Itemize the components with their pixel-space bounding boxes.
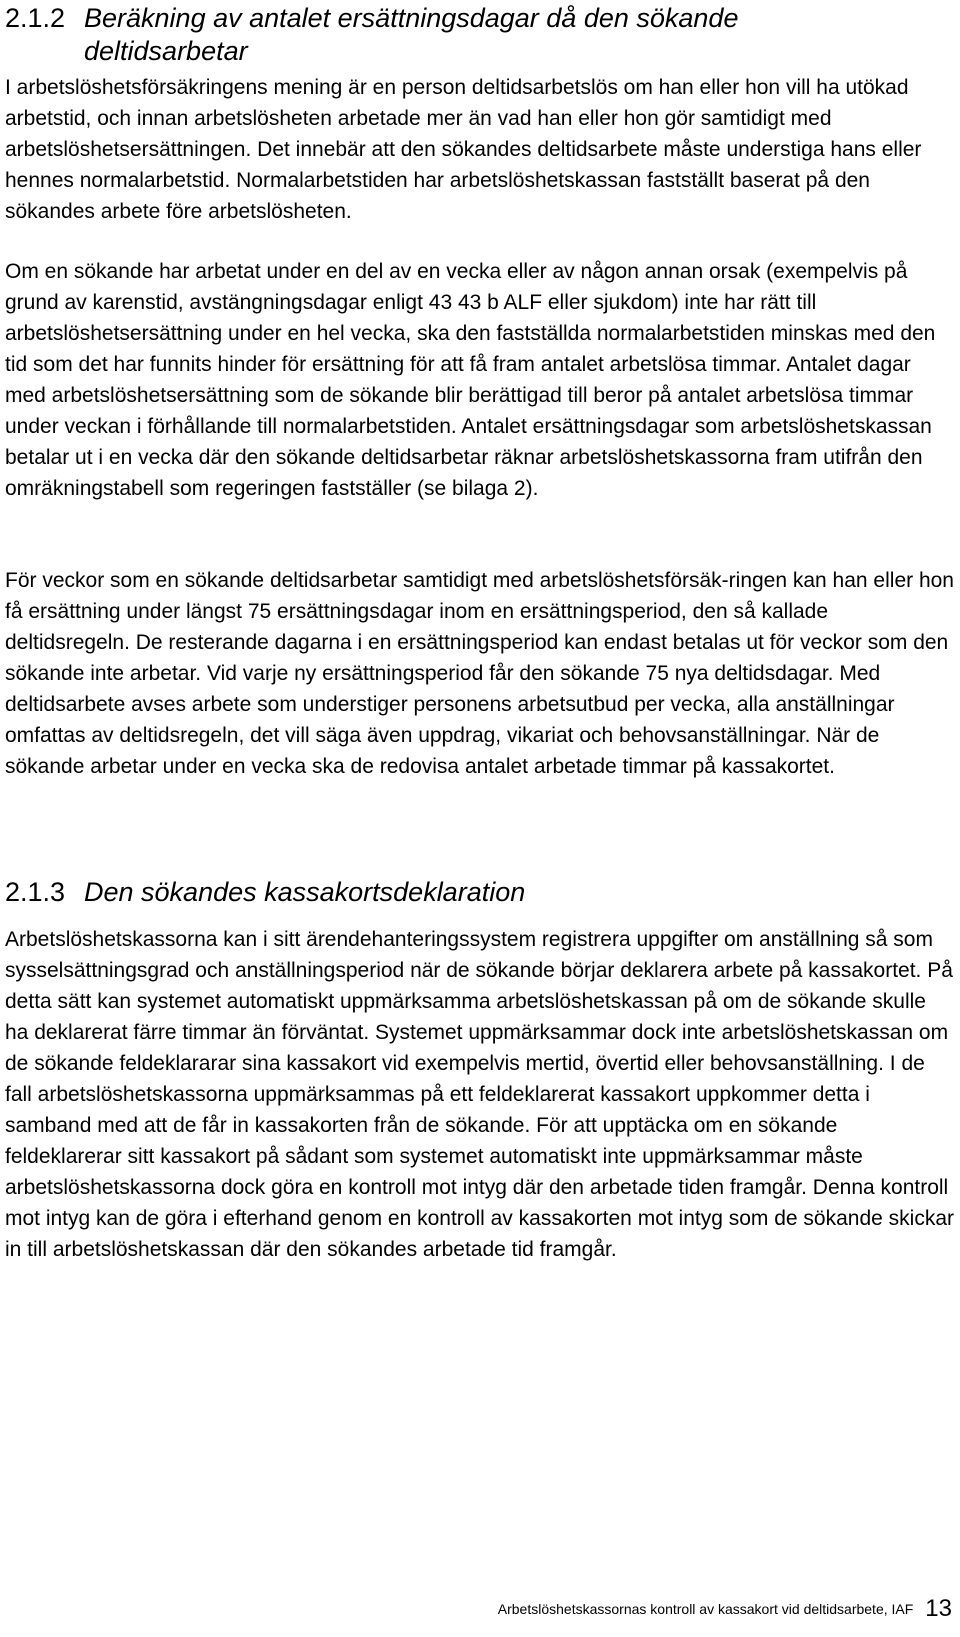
section-number: 2.1.3 bbox=[5, 877, 66, 907]
paragraph-normalarbetstid: Om en sökande har arbetat under en del av en vecka eller av någon annan orsak (exempelvis på grund av karenstid, avstängningsdagar enligt 43 43 b ALF eller sjukdom) inte har rätt till arbetslöshetsersättning under en hel vecka, ska den fastställda normalarbetstiden minskas med den tid som det har funnits hinder för ersättning för att få fram antalet arbetslösa timmar. Antalet dagar med arbetslöshetsersättning som de sökande blir berättigad till beror på antalet arbetslösa timmar under veckan i förhållande till normalarbetstiden. Antalet ersättningsdagar som arbetslöshetskassan betalar ut i en vecka där den sökande deltidsarbetar räknar arbetslöshetskassorna fram utifrån den omräkningstabell som regeringen fastställer (se bilaga 2). bbox=[5, 260, 936, 500]
page-footer bbox=[498, 1595, 952, 1623]
paragraph-kassakortsdeklaration: Arbetslöshetskassorna kan i sitt ärendehanteringssystem registrera uppgifter om anställning så som sysselsättningsgrad och anställningsperiod när de sökande börjar deklarera arbete på kassakortet. På detta sätt kan systemet automatiskt uppmärksamma arbetslöshetskassan på om de sökande skulle ha deklarerat färre timmar än förväntat. Systemet uppmärksammar dock inte arbetslöshetskassan om de sökande feldeklararar sina kassakort vid exempelvis mertid, övertid eller behovsanställning. I de fall arbetslöshetskassorna uppmärksammas på ett feldeklarerat kassakort uppkommer detta i samband med att de får in kassakorten från de sökande. För att upptäcka om en sökande feldeklarerar sitt kassakort på sådant som systemet automatiskt inte uppmärksammar måste arbetslöshetskassorna dock göra en kontroll mot intyg där den arbetade tiden framgår. Denna kontroll mot intyg kan de göra i efterhand genom en kontroll av kassakorten mot intyg som de sökande skickar in till arbetslöshetskassan där den sökandes arbetade tid framgår. bbox=[5, 928, 954, 1261]
section-title-line2: deltidsarbetar bbox=[84, 36, 248, 66]
section-heading-2-1-3 bbox=[5, 876, 525, 909]
footer-text: Arbetslöshetskassornas kontroll av kassakort vid deltidsarbete, IAF bbox=[497, 1601, 914, 1617]
paragraph-deltidsarbetslos: I arbetslöshetsförsäkringens mening är en person deltidsarbetslös om han eller hon vill ha utökad arbetstid, och innan arbetslösheten arbetade mer än vad han eller hon gör samtidigt med arbetslöshetsersättningen. Det innebär att den sökandes deltidsarbete måste understiga hans eller hennes normalarbetstid. Normalarbetstiden har arbetslöshetskassan fastställt baserat på den sökandes arbete före arbetslösheten. bbox=[5, 76, 922, 223]
paragraph-deltidsregeln: För veckor som en sökande deltidsarbetar samtidigt med arbetslöshetsförsäk-ringen kan han eller hon få ersättning under längst 75 ersättningsdagar inom en ersättningsperiod, den så kallade deltidsregeln. De resterande dagarna i en ersättningsperiod kan endast betalas ut för veckor som den sökande inte arbetar. Vid varje ny ersättningsperiod får den sökande 75 nya deltidsdagar. Med deltidsarbete avses arbete som understiger personens arbetsutbud per vecka, alla anställningar omfattas av deltidsregeln, det vill säga även uppdrag, vikariat och behovsanställningar. När de sökande arbetar under en vecka ska de redovisa antalet arbetade timmar på kassakortet. bbox=[5, 569, 954, 778]
section-title: Den sökandes kassakortsdeklaration bbox=[84, 877, 526, 907]
section-number: 2.1.2 bbox=[5, 3, 66, 33]
section-heading-2-1-2 bbox=[5, 2, 738, 68]
section-title-line1: Beräkning av antalet ersättningsdagar då den sökande bbox=[84, 3, 739, 33]
page-number: 13 bbox=[925, 1595, 952, 1622]
